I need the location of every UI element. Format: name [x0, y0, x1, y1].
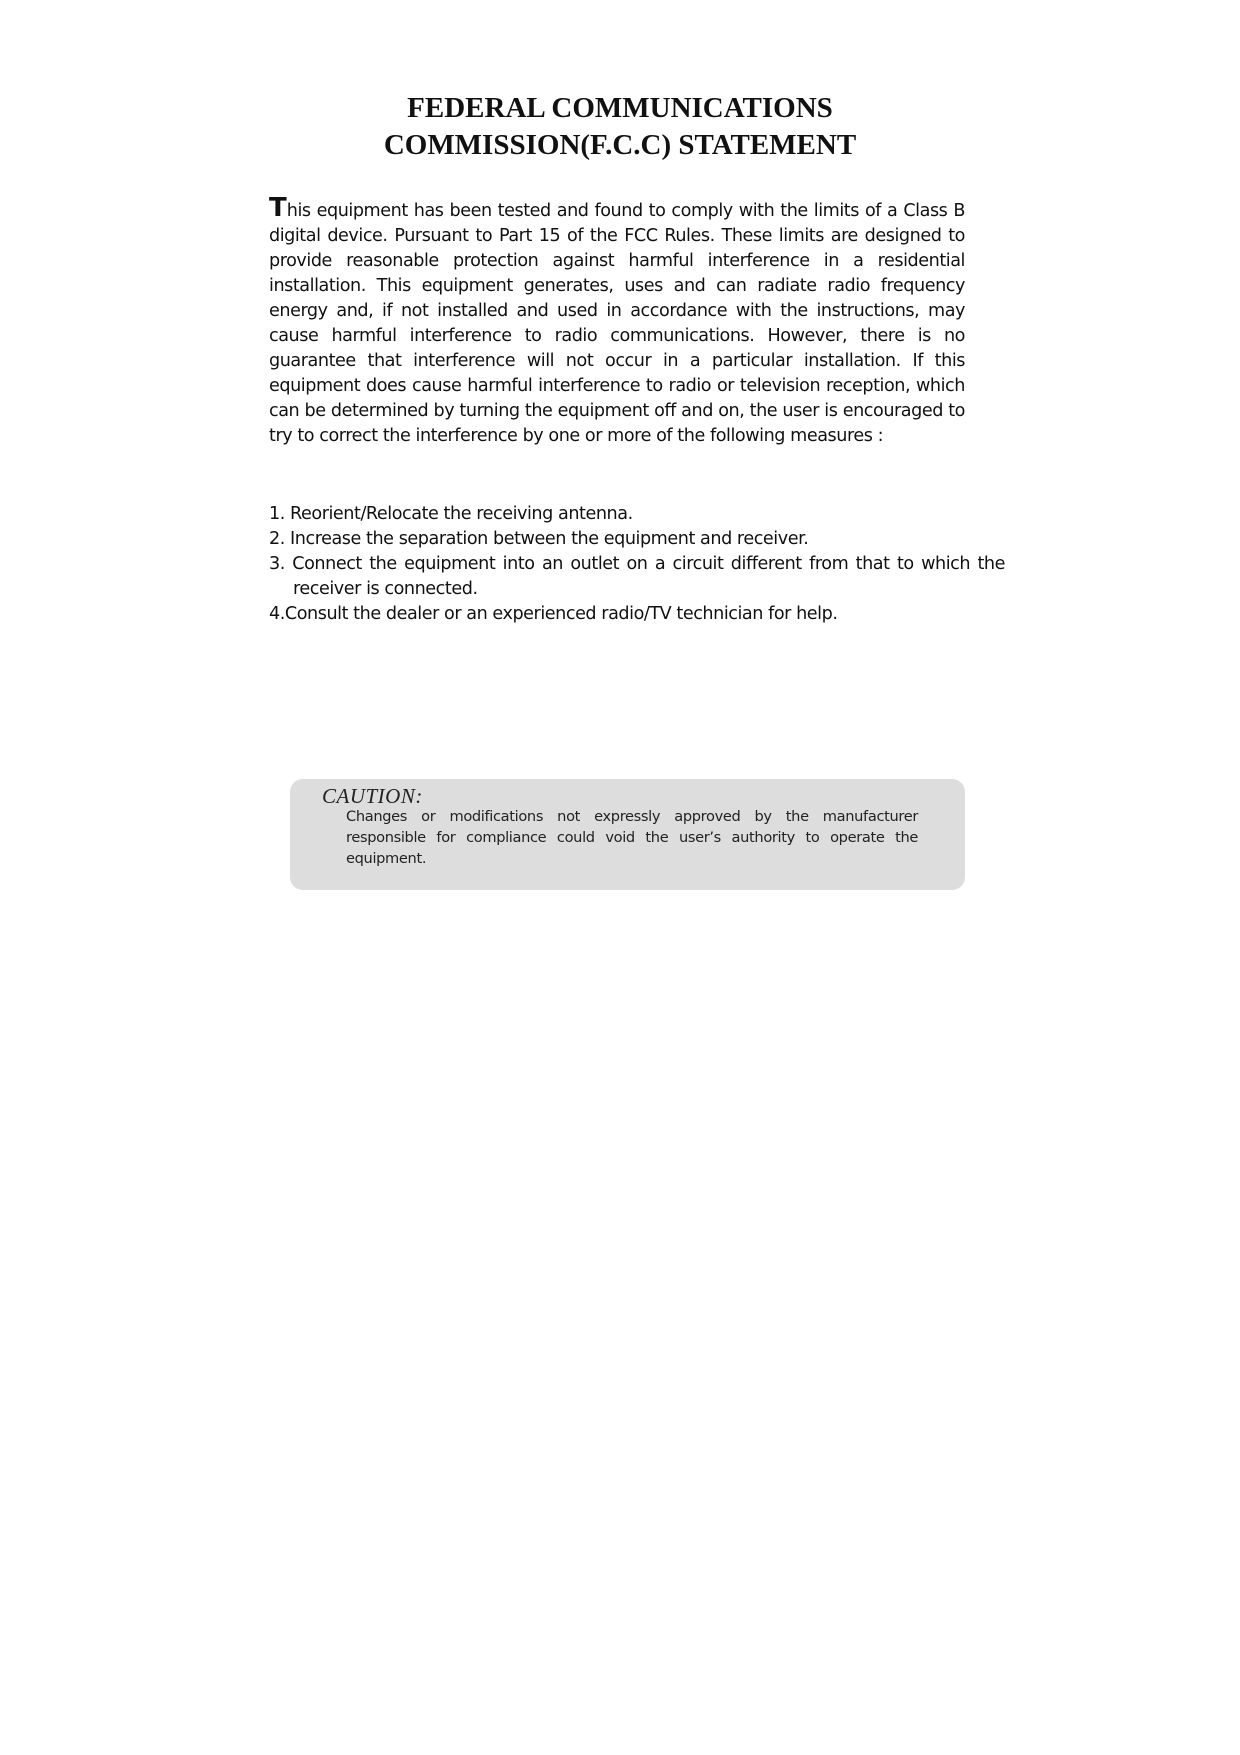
caution-box [290, 779, 965, 890]
list-item: 2. Increase the separation between the equipment and receiver. [269, 529, 809, 549]
drop-cap: T [269, 193, 287, 223]
list-item: 1. Reorient/Relocate the receiving antenna. [269, 504, 633, 524]
caution-title: CAUTION: [322, 784, 423, 808]
page-title [0, 90, 1240, 164]
list-item: 4.Consult the dealer or an experienced radio/TV technician for help. [269, 604, 838, 624]
caution-text: Changes or modifications not expressly approved by the manufacturer responsible for compliance could void the user’s authority to operate the equipment. [346, 808, 918, 867]
intro-text: his equipment has been tested and found to comply with the limits of a Class B digital device. Pursuant to Part 15 of the FCC Rules. These limits are designed to provide reasonable protection against harmful interference in a residential installation. This equipment generates, uses and can radiate radio frequency energy and, if not installed and used in accordance with the instructions, may cause harmful interference to radio communications. However, there is no guarantee that interference will not occur in a particular installation. If this equipment does cause harmful interference to radio or television reception, which can be determined by turning the equipment off and on, the user is encouraged to try to correct the interference by one or more of the following measures : [269, 201, 965, 446]
intro-paragraph [269, 193, 965, 449]
title-line-1: FEDERAL COMMUNICATIONS [407, 92, 833, 124]
title-line-2: COMMISSION(F.C.C) STATEMENT [383, 129, 857, 161]
measures-list [269, 502, 1005, 627]
list-item: 3. Connect the equipment into an outlet on a circuit different from that to which the receiver is connected. [269, 554, 1005, 599]
